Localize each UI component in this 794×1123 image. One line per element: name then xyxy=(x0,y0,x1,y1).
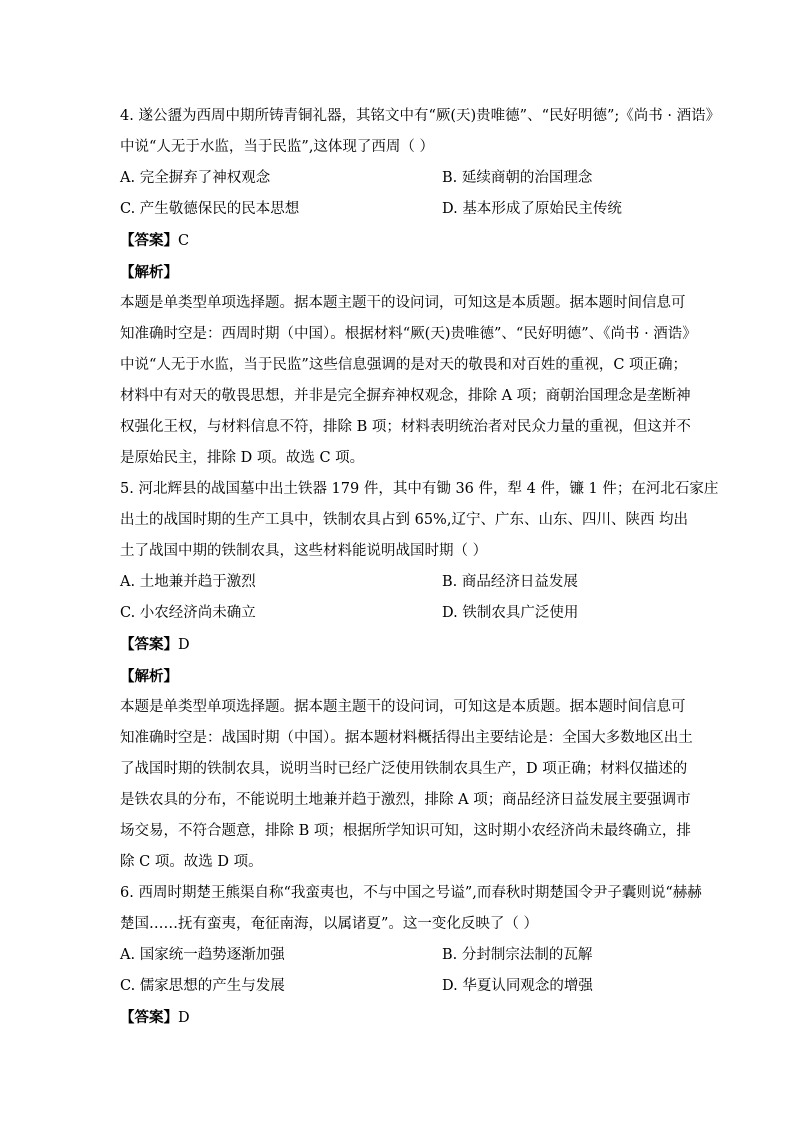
document-page xyxy=(120,101,721,1034)
analysis-line: 本题是单类型单项选择题。据本题主题干的设问词，可知这是本质题。据本题时间信息可 xyxy=(120,295,686,311)
option-c: C. 产生敬德保民的民本思想 xyxy=(120,201,300,217)
question-4 xyxy=(120,101,721,163)
question-stem-line: 4. 遂公盨为西周中期所铸青铜礼器，其铭文中有“厥(天)贵唯德”、“民好明德”;《尚书 · 酒诰》 xyxy=(120,108,721,124)
options-row xyxy=(120,163,700,194)
question-stem-line: 6. 西周时期楚王熊渠自称“我蛮夷也，不与中国之号谥”,而春秋时期楚国令尹子囊则说“赫赫 xyxy=(120,885,702,901)
answer-label: 【答案】 xyxy=(120,1009,178,1026)
answer-label: 【答案】 xyxy=(120,636,178,653)
option-b: B. 延续商朝的治国理念 xyxy=(442,170,593,186)
option-d: D. 基本形成了原始民主传统 xyxy=(442,201,622,217)
analysis-line: 是铁农具的分布，不能说明土地兼并趋于激烈，排除 A 项；商品经济日益发展主要强调市 xyxy=(120,792,691,808)
question-stem-line: 出土的战国时期的生产工具中，铁制农具占到 65%,辽宁、广东、山东、四川、陕西 均出 xyxy=(120,512,689,528)
option-c: C. 儒家思想的产生与发展 xyxy=(120,978,285,994)
analysis-line: 了战国时期的铁制农具，说明当时已经广泛使用铁制农具生产，D 项正确；材料仅描述的 xyxy=(120,761,688,777)
analysis-label: 【解析】 xyxy=(120,668,178,685)
answer-value: D xyxy=(178,1010,190,1026)
option-d: D. 华夏认同观念的增强 xyxy=(442,978,593,994)
analysis-text xyxy=(120,692,700,878)
analysis-line: 材料中有对天的敬畏思想，并非是完全摒弃神权观念，排除 A 项；商朝治国理念是垄断神 xyxy=(120,388,691,404)
option-b: B. 分封制宗法制的瓦解 xyxy=(442,947,593,963)
question-stem-line: 中说“人无于水监，当于民监”,这体现了西周（ ） xyxy=(120,139,435,155)
answer-line xyxy=(120,1002,700,1034)
option-d: D. 铁制农具广泛使用 xyxy=(442,605,579,621)
analysis-line: 中说“人无于水监，当于民监”这些信息强调的是对天的敬畏和对百姓的重视，C 项正确； xyxy=(120,357,688,373)
options-row xyxy=(120,194,700,225)
answer-value: D xyxy=(178,637,190,653)
analysis-line: 除 C 项。故选 D 项。 xyxy=(120,854,263,870)
question-6 xyxy=(120,878,700,940)
options-row xyxy=(120,971,700,1002)
analysis-label: 【解析】 xyxy=(120,264,178,281)
analysis-line: 本题是单类型单项选择题。据本题主题干的设问词，可知这是本质题。据本题时间信息可 xyxy=(120,699,686,715)
analysis-line: 知准确时空是：战国时期（中国）。据本题材料概括得出主要结论是：全国大多数地区出土 xyxy=(120,730,693,746)
options-row xyxy=(120,598,700,629)
answer-line xyxy=(120,225,700,257)
analysis-line: 是原始民主，排除 D 项。故选 C 项。 xyxy=(120,450,365,466)
question-5 xyxy=(120,474,719,567)
option-a: A. 土地兼并趋于激烈 xyxy=(120,574,256,590)
question-stem-line: 楚国……抚有蛮夷，奄征南海，以属诸夏”。这一变化反映了（ ） xyxy=(120,916,539,932)
answer-value: C xyxy=(178,233,190,249)
options-row xyxy=(120,940,700,971)
analysis-line: 场交易，不符合题意，排除 B 项；根据所学知识可知，这时期小农经济尚未最终确立，排 xyxy=(120,823,691,839)
question-stem-line: 5. 河北辉县的战国墓中出土铁器 179 件，其中有锄 36 件，犁 4 件，镰 1 件；在河北石家庄 xyxy=(120,481,719,497)
answer-label: 【答案】 xyxy=(120,232,178,249)
option-a: A. 国家统一趋势逐渐加强 xyxy=(120,947,285,963)
options-row xyxy=(120,567,700,598)
answer-line xyxy=(120,629,700,661)
analysis-line: 权强化王权，与材料信息不符，排除 B 项；材料表明统治者对民众力量的重视，但这并不 xyxy=(120,419,691,435)
option-a: A. 完全摒弃了神权观念 xyxy=(120,170,271,186)
option-c: C. 小农经济尚未确立 xyxy=(120,605,256,621)
analysis-line: 知准确时空是：西周时期（中国）。根据材料“厥(天)贵唯德”、“民好明德”、《尚书 · 酒诰》 xyxy=(120,326,697,342)
analysis-text xyxy=(120,288,700,474)
question-stem-line: 土了战国中期的铁制农具，这些材料能说明战国时期（ ） xyxy=(120,543,488,559)
option-b: B. 商品经济日益发展 xyxy=(442,574,578,590)
